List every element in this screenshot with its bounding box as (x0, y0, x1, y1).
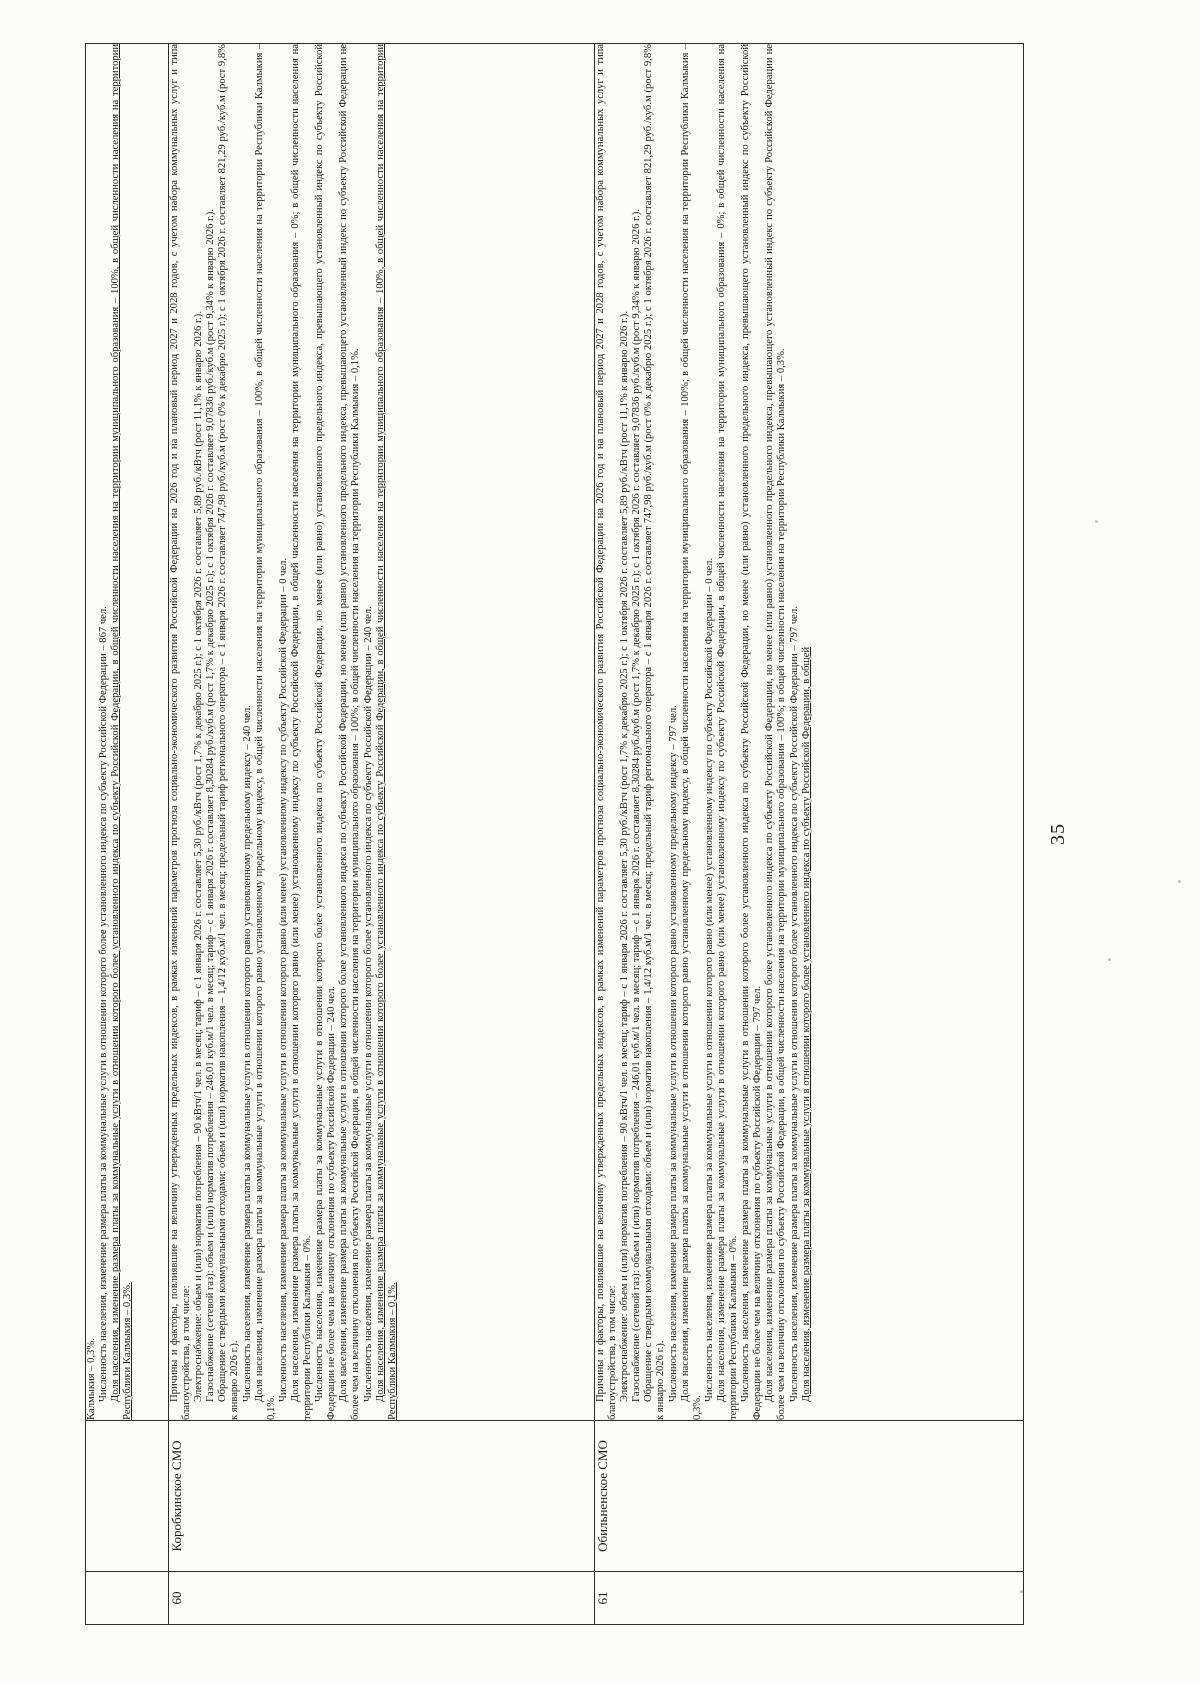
rotated-document (85, 43, 1115, 1625)
text-paragraph: Причины и факторы, повлиявшие на величину утвержденных предельных индексов, в рамках изменений параметров прогноза социально-экономического развития Российской Федерации на 2026 год и на плановый период 2027 и 2028 годов, с учетом набора коммунальных услуг и типа благоустройства, в том числе: (595, 44, 619, 1420)
scan-speck (1178, 880, 1181, 883)
description-cell (595, 44, 1024, 1421)
text-paragraph: Калмыкия – 0,3%. (86, 1338, 97, 1420)
text-paragraph: Численность населения, изменение размера платы за коммунальные услуги в отношении которого более установленного индекса по субъекту Российской Федерации, но менее (или равно) установленного предельного индекса, превышающего установленный индекс по субъекту Российской Федерации не более чем на величину отклонения по субъекту Российской Федерации – 797 чел. (740, 44, 764, 1420)
text-paragraph: Численность населения, изменение размера платы за коммунальные услуги в отношении которого более установленного индекса по субъекту Российской Федерации – 797 чел. (788, 606, 800, 1402)
table-row (169, 44, 595, 1625)
page-number: 35 (1047, 823, 1069, 845)
text-paragraph: Численность населения, изменение размера платы за коммунальные услуги в отношении которого более установленного индекса по субъекту Российской Федерации – 867 чел. (98, 606, 110, 1402)
text-paragraph: Электроснабжение: объем и (или) норматив потребления – 90 кВтч/1 чел. в месяц; тариф – с 1 января 2026 г. составляет 5,30 руб./кВтч (рост 1,7% к декабрю 2025 г.); с 1 октября 2026 г. составляет 5,89 руб./кВтч (рост 11,1% к январю 2026 г.). (619, 311, 631, 1402)
text-paragraph: Обращение с твердыми коммунальными отходами: объем и (или) норматив накопления – 1,4/12 куб.м/1 чел. в месяц; предельный тариф регионального оператора – с 1 января 2026 г. составляет 747,98 руб./куб.м (рост 0% к декабрю 2025 г.); с 1 октября 2026 г. составляет 821,29 руб./куб.м (рост 9,8% к январю 2026 г.). (217, 44, 241, 1420)
table-row (595, 44, 1024, 1625)
text-paragraph: Численность населения, изменение размера платы за коммунальные услуги в отношении которого более установленного индекса по субъекту Российской Федерации – 240 чел. (362, 606, 374, 1402)
text-paragraph: Численность населения, изменение размера платы за коммунальные услуги в отношении которого равно (или менее) установленному индексу по субъекту Российской Федерации – 0 чел. (277, 557, 289, 1402)
row-number-cell: 61 (595, 1572, 1024, 1625)
text-paragraph: Обращение с твердыми коммунальными отходами: объем и (или) норматив накопления – 1,4/12 куб.м/1 чел. в месяц; предельный тариф регионального оператора – с 1 января 2026 г. составляет 747,98 руб./куб.м (рост 0% к декабрю 2025 г.); с 1 октября 2026 г. составляет 821,29 руб./куб.м (рост 9,8% к январю 2026 г.). (643, 44, 667, 1420)
text-paragraph: Численность населения, изменение размера платы за коммунальные услуги в отношении которого равно (или менее) установленному индексу по субъекту Российской Федерации – 0 чел. (703, 557, 715, 1402)
description-cell (169, 44, 595, 1421)
text-paragraph: Электроснабжение: объем и (или) норматив потребления – 90 кВтч/1 чел. в месяц; тариф – с 1 января 2026 г. составляет 5,30 руб./кВтч (рост 1,7% к декабрю 2025 г.); с 1 октября 2026 г. составляет 5,89 руб./кВтч (рост 11,1% к январю 2026 г.). (193, 311, 205, 1402)
text-paragraph: Доля населения, изменение размера платы за коммунальные услуги в отношении которого более установленного индекса по субъекту Российской Федерации, но менее (или равно) установленного предельного индекса, превышающего установленный индекс по субъекту Российской Федерации не более чем на величину отклонения по субъекту Российской Федерации, в общей численности населения на территории муниципального образования – 100%; в общей численности населения на территории Республики Калмыкия – 0,3%. (764, 44, 788, 1420)
row-number-cell (86, 1572, 169, 1625)
text-paragraph: Численность населения, изменение размера платы за коммунальные услуги в отношении которого равно установленному предельному индексу – 240 чел. (241, 705, 253, 1402)
document-table (85, 43, 1024, 1625)
text-paragraph: Доля населения, изменение размера платы за коммунальные услуги в отношении которого более установленного индекса по субъекту Российской Федерации, в общей численности населения на территории муниципального образования – 100%, в общей численности населения на территории Республики Калмыкия – 0,1%. (374, 44, 398, 1420)
text-paragraph: Причины и факторы, повлиявшие на величину утвержденных предельных индексов, в рамках изменений параметров прогноза социально-экономического развития Российской Федерации на 2026 год и на плановый период 2027 и 2028 годов, с учетом набора коммунальных услуг и типа благоустройства, в том числе: (169, 44, 193, 1420)
description-cell (86, 44, 169, 1421)
municipality-name-cell (86, 1421, 169, 1572)
municipality-name-cell: Коробкинское СМО (169, 1421, 595, 1572)
text-paragraph: Газоснабжение (сетевой газ): объем и (или) норматив потребления – 246,01 куб.м/1 чел. в месяц; тариф – с 1 января 2026 г. составляет 8,30284 руб./куб.м (рост 1,7% к декабрю 2025 г.); с 1 октября 2026 г. составляет 9,07836 руб./куб.м (рост 9,34% к январю 2026 г.). (631, 209, 643, 1402)
text-paragraph: Доля населения, изменение размера платы за коммунальные услуги в отношении которого более установленного индекса по субъекту Российской Федерации, в общей численности населения на территории муниципального образования – 100%, в общей численности населения на территории Республики Калмыкия – 0,3%. (110, 44, 134, 1420)
text-paragraph: Доля населения, изменение размера платы за коммунальные услуги в отношении которого равно (или менее) установленному индексу по субъекту Российской Федерации, в общей численности населения на территории муниципального образования – 0%; в общей численности населения на территории Республики Калмыкия – 0%. (715, 44, 740, 1420)
table-row-continued (86, 44, 169, 1625)
text-paragraph: Доля населения, изменение размера платы за коммунальные услуги в отношении которого равно установленному предельному индексу, в общей численности населения на территории муниципального образования – 100%, в общей численности населения на территории Республики Калмыкия – 0,1%. (253, 44, 277, 1420)
text-paragraph: Численность населения, изменение размера платы за коммунальные услуги в отношении которого более установленного индекса по субъекту Российской Федерации, но менее (или равно) установленного предельного индекса, превышающего установленный индекс по субъекту Российской Федерации не более чем на величину отклонения по субъекту Российской Федерации – 240 чел. (314, 44, 338, 1420)
municipality-name-cell: Обильненское СМО (595, 1421, 1024, 1572)
text-paragraph: Доля населения, изменение размера платы за коммунальные услуги в отношении которого равно установленному предельному индексу, в общей численности населения на территории муниципального образования – 100%; в общей численности населения на территории Республики Калмыкия – 0,3%. (679, 44, 703, 1420)
text-paragraph: Численность населения, изменение размера платы за коммунальные услуги в отношении которого равно установленному предельному индексу – 797 чел. (667, 705, 679, 1402)
text-paragraph: Доля населения, изменение размера платы за коммунальные услуги в отношении которого более установленного индекса по субъекту Российской Федерации, в общей (800, 646, 812, 1402)
row-number-cell: 60 (169, 1572, 595, 1625)
text-paragraph: Доля населения, изменение размера платы за коммунальные услуги в отношении которого равно (или менее) установленному индексу по субъекту Российской Федерации, в общей численности населения на территории муниципального образования – 0%; в общей численности населения на территории Республики Калмыкия – 0%. (289, 44, 314, 1420)
text-paragraph: Доля населения, изменение размера платы за коммунальные услуги в отношении которого более установленного индекса по субъекту Российской Федерации, но менее (или равно) установленного предельного индекса, превышающего установленный индекс по субъекту Российской Федерации не более чем на величину отклонения по субъекту Российской Федерации, в общей численности населения на территории муниципального образования – 100%; в общей численности населения на территории Республики Калмыкия – 0,1%. (338, 44, 362, 1420)
text-paragraph: Газоснабжение (сетевой газ): объем и (или) норматив потребления – 246,01 куб.м/1 чел. в месяц; тариф – с 1 января 2026 г. составляет 8,30284 руб./куб.м (рост 1,7% к декабрю 2025 г.); с 1 октября 2026 г. составляет 9,07836 руб./куб.м (рост 9,34% к январю 2026 г.). (205, 209, 217, 1402)
